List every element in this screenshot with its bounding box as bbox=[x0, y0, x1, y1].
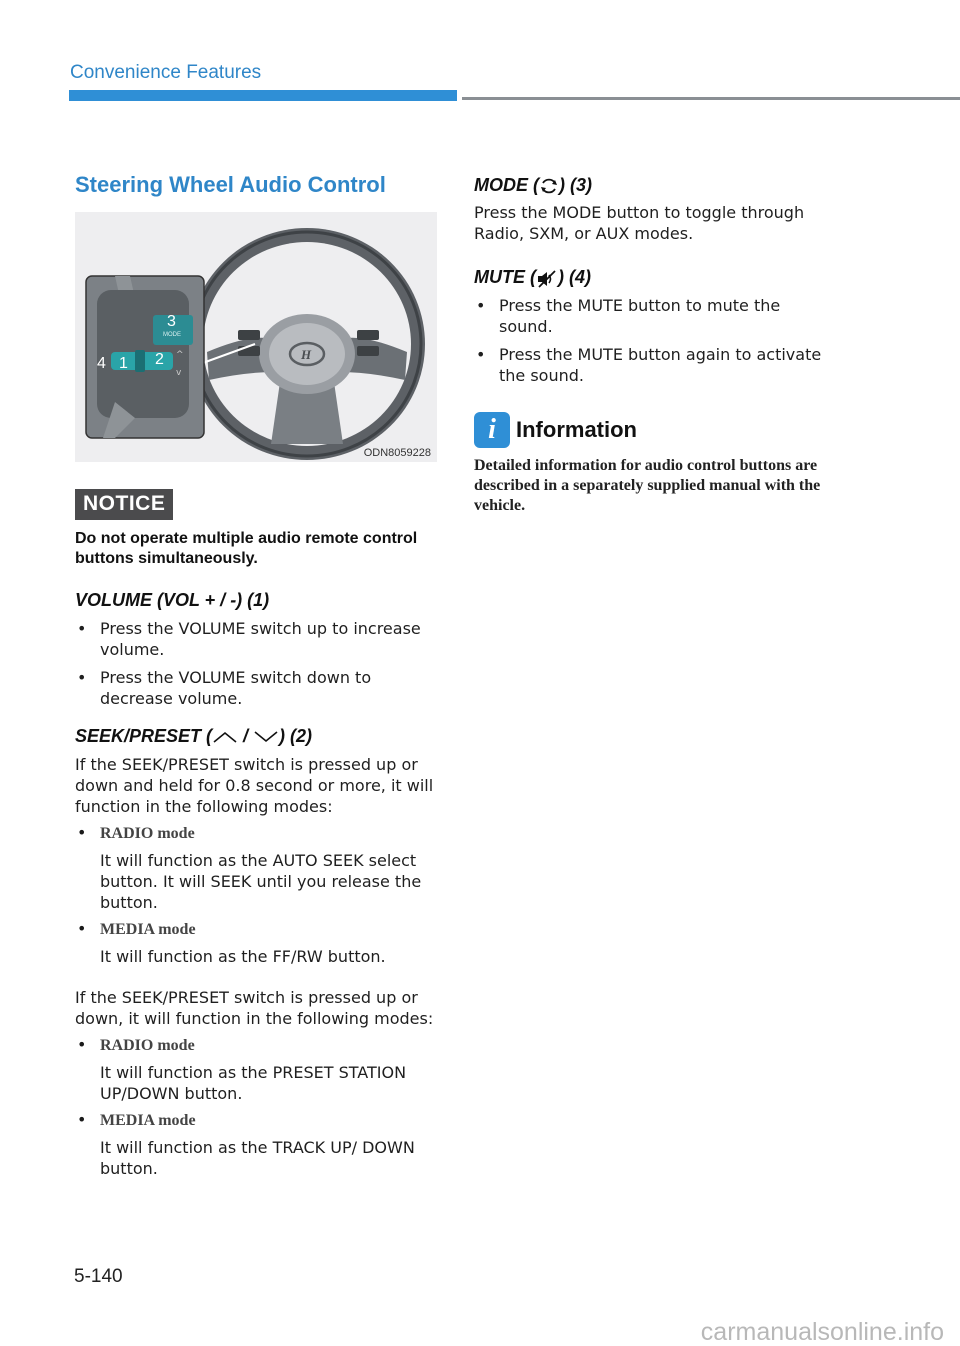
svg-text:^: ^ bbox=[176, 350, 184, 360]
volume-heading: VOLUME (VOL + / -) (1) bbox=[75, 590, 270, 610]
mute-list bbox=[474, 295, 824, 386]
figure-caption: ODN8059228 bbox=[363, 447, 431, 459]
mode-text: Press the MODE button to toggle through Radio, SXM, or AUX modes. bbox=[474, 203, 805, 244]
seek-pressed-media-mode: • MEDIA mode It will function as the TRACK UP/ DOWN button. bbox=[77, 1110, 415, 1178]
figure-label-4: 4 bbox=[97, 355, 106, 372]
list-item: • Press the VOLUME switch down to decrease volume. bbox=[77, 668, 372, 708]
notice-badge: NOTICE bbox=[75, 489, 173, 520]
info-icon: i bbox=[474, 412, 510, 448]
mode-icon bbox=[539, 176, 559, 196]
chevron-up-icon bbox=[212, 730, 238, 744]
figure-label-3: 3 bbox=[167, 313, 176, 330]
information-header bbox=[474, 412, 824, 448]
steering-wheel-figure bbox=[75, 212, 437, 462]
watermark: carmanualsonline.info bbox=[700, 1318, 944, 1346]
mute-icon bbox=[536, 269, 558, 289]
seek-intro-pressed: If the SEEK/PRESET switch is pressed up or down, it will function in the following modes: bbox=[75, 988, 434, 1028]
seek-pressed-radio-mode: • RADIO mode It will function as the PRESET STATION UP/DOWN button. bbox=[77, 1035, 407, 1103]
header-rule bbox=[462, 97, 960, 100]
figure-label-2: 2 bbox=[155, 351, 164, 368]
mute-heading: MUTE ( ) (4) bbox=[474, 267, 591, 288]
left-column bbox=[75, 170, 440, 1179]
notice-text: Do not operate multiple audio remote control buttons simultaneously. bbox=[75, 530, 418, 567]
list-item: • Press the MUTE button to mute the sound. bbox=[476, 295, 781, 336]
svg-text:H: H bbox=[301, 347, 312, 362]
fig-mode-text: MODE bbox=[163, 332, 181, 338]
section-title: Convenience Features bbox=[70, 62, 262, 83]
list-item: • Press the VOLUME switch up to increase volume. bbox=[77, 619, 421, 659]
seek-intro-held: If the SEEK/PRESET switch is pressed up or down and held for 0.8 second or more, it will function in the following modes: bbox=[75, 755, 434, 816]
mode-heading: MODE ( ) (3) bbox=[474, 175, 592, 195]
volume-list bbox=[75, 618, 440, 709]
information-title: Information bbox=[516, 416, 637, 442]
right-column bbox=[474, 170, 824, 516]
list-item: • Press the MUTE button again to activate the sound. bbox=[476, 344, 822, 385]
chevron-down-icon bbox=[253, 730, 279, 744]
seek-held-media-mode: • MEDIA mode It will function as the FF/RW button. bbox=[77, 919, 386, 966]
page-number: 5-140 bbox=[74, 1266, 123, 1287]
figure-label-1: 1 bbox=[119, 355, 128, 372]
seek-held-radio-mode: • RADIO mode It will function as the AUTO SEEK select button. It will SEEK until you release the button. bbox=[77, 823, 422, 912]
seek-heading: SEEK/PRESET ( / ) (2) bbox=[75, 726, 313, 746]
svg-text:v: v bbox=[176, 368, 182, 378]
page-heading: Steering Wheel Audio Control bbox=[75, 172, 386, 197]
header-accent-bar bbox=[69, 90, 457, 101]
information-text: Detailed information for audio control buttons are described in a separately supplied manual with the vehicle. bbox=[474, 456, 821, 514]
steering-wheel-illustration bbox=[75, 212, 437, 462]
